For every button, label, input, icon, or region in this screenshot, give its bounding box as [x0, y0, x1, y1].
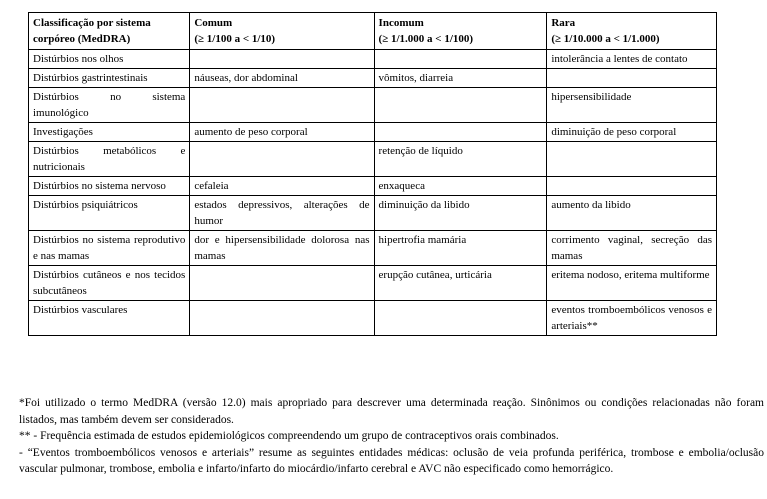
table-row — [29, 196, 717, 231]
cell-uncommon — [374, 301, 547, 336]
cell-common — [190, 301, 374, 336]
cell-uncommon: vômitos, diarreia — [374, 69, 547, 88]
cell-uncommon — [374, 88, 547, 123]
cell-rare: eritema nodoso, eritema multiforme — [547, 266, 717, 301]
cell-common: aumento de peso corporal — [190, 123, 374, 142]
cell-rare — [547, 142, 717, 177]
cell-rare: aumento da libido — [547, 196, 717, 231]
table-header-row — [29, 13, 717, 50]
header-text: Classificação por sistema — [33, 17, 151, 29]
header-text: Comum — [194, 17, 233, 29]
footnotes — [19, 395, 764, 478]
cell-uncommon: hipertrofia mamária — [374, 231, 547, 266]
cell-rare: diminuição de peso corporal — [547, 123, 717, 142]
header-text: Incomum — [378, 17, 424, 29]
header-text: (≥ 1/1.000 a < 1/100) — [378, 33, 474, 45]
cell-system: Distúrbios no sistema reprodutivo e nas mamas — [29, 231, 190, 266]
cell-common — [190, 142, 374, 177]
cell-common — [190, 50, 374, 69]
cell-common: dor e hipersensibilidade dolorosa nas mamas — [190, 231, 374, 266]
table-row — [29, 88, 717, 123]
table-row — [29, 142, 717, 177]
cell-rare: hipersensibilidade — [547, 88, 717, 123]
cell-system: Distúrbios no sistema imunológico — [29, 88, 190, 123]
cell-common: náuseas, dor abdominal — [190, 69, 374, 88]
table-row — [29, 231, 717, 266]
cell-common: cefaleia — [190, 177, 374, 196]
footnote-thromboembolic: - “Eventos tromboembólicos venosos e arteriais” resume as seguintes entidades médicas: oclusão de veia profunda periférica, trombose e embolia/oclusão vascular pulmonar, trombose, embolia e infarto/infarto do miocárdio/infarto cerebral e AVC não especificado como hemorrágico. — [19, 446, 764, 475]
cell-uncommon: retenção de líquido — [374, 142, 547, 177]
cell-uncommon: enxaqueca — [374, 177, 547, 196]
header-uncommon — [374, 13, 547, 50]
header-common — [190, 13, 374, 50]
header-text: corpóreo (MedDRA) — [33, 33, 131, 45]
footnote-meddra: *Foi utilizado o termo MedDRA (versão 12.0) mais apropriado para descrever uma determinada reação. Sinônimos ou condições relacionadas não foram listados, mas também devem ser considerados. — [19, 397, 764, 426]
header-rare — [547, 13, 717, 50]
footnote-frequency: ** - Frequência estimada de estudos epidemiológicos compreendendo um grupo de contraceptivos orais combinados. — [19, 430, 559, 442]
table-row — [29, 50, 717, 69]
cell-rare: eventos tromboembólicos venosos e arteriais** — [547, 301, 717, 336]
cell-rare — [547, 69, 717, 88]
cell-system: Distúrbios psiquiátricos — [29, 196, 190, 231]
table-row — [29, 123, 717, 142]
cell-rare — [547, 177, 717, 196]
cell-common: estados depressivos, alterações de humor — [190, 196, 374, 231]
cell-system: Distúrbios no sistema nervoso — [29, 177, 190, 196]
table-row — [29, 266, 717, 301]
table-row — [29, 177, 717, 196]
cell-system: Distúrbios cutâneos e nos tecidos subcutâneos — [29, 266, 190, 301]
table-row — [29, 69, 717, 88]
cell-common — [190, 88, 374, 123]
cell-rare: corrimento vaginal, secreção das mamas — [547, 231, 717, 266]
adverse-reactions-table — [28, 12, 717, 336]
table-row — [29, 301, 717, 336]
cell-system: Distúrbios metabólicos e nutricionais — [29, 142, 190, 177]
cell-system: Distúrbios nos olhos — [29, 50, 190, 69]
header-text: (≥ 1/100 a < 1/10) — [194, 33, 276, 45]
header-text: (≥ 1/10.000 a < 1/1.000) — [551, 33, 660, 45]
cell-system: Distúrbios vasculares — [29, 301, 190, 336]
cell-system: Investigações — [29, 123, 190, 142]
cell-uncommon — [374, 123, 547, 142]
cell-uncommon: erupção cutânea, urticária — [374, 266, 547, 301]
header-text: Rara — [551, 17, 576, 29]
cell-uncommon — [374, 50, 547, 69]
cell-common — [190, 266, 374, 301]
header-system-class — [29, 13, 190, 50]
cell-system: Distúrbios gastrintestinais — [29, 69, 190, 88]
cell-rare: intolerância a lentes de contato — [547, 50, 717, 69]
cell-uncommon: diminuição da libido — [374, 196, 547, 231]
